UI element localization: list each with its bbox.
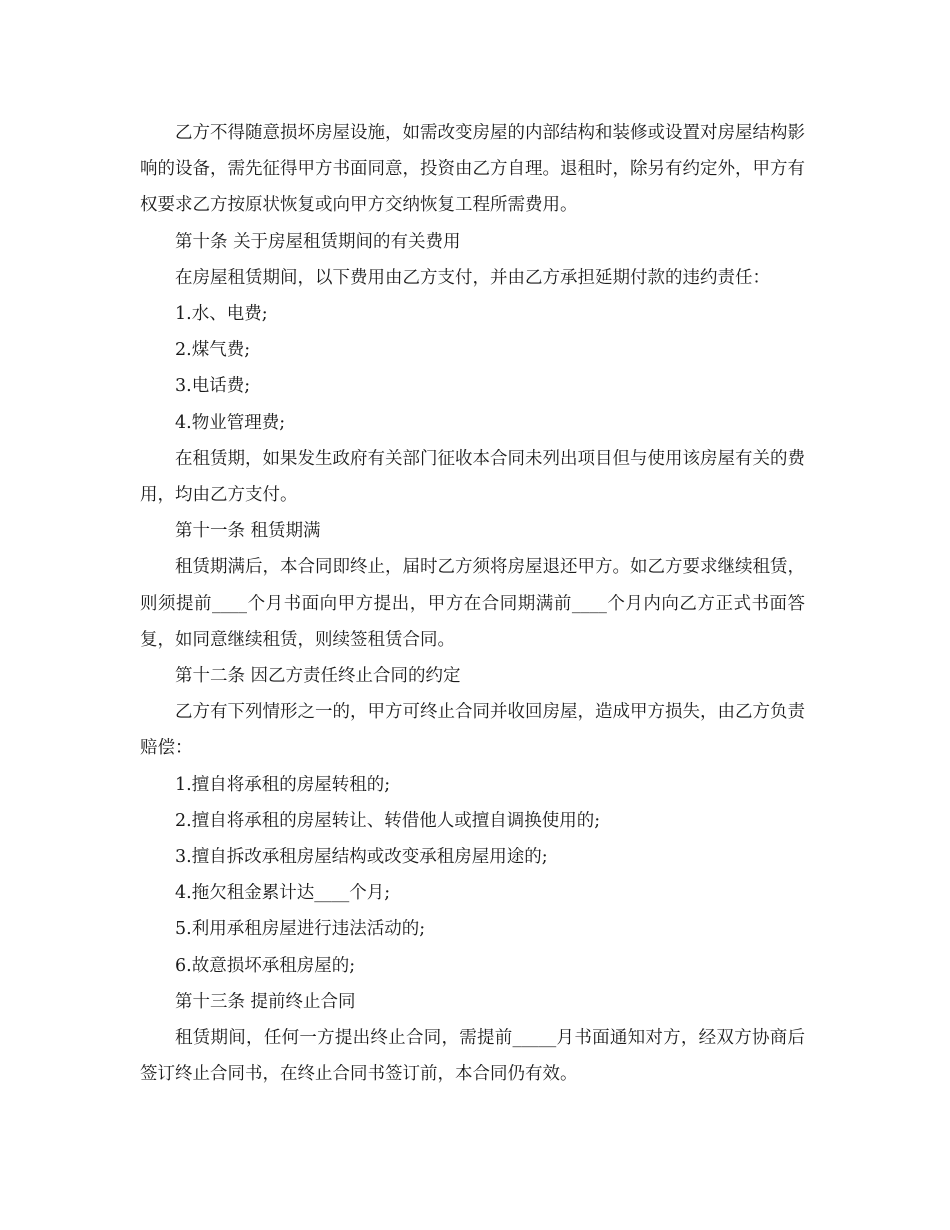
article-11-heading: 第十一条 租赁期满 [175, 521, 321, 542]
paragraph-government-fees: 在租赁期，如果发生政府有关部门征收本合同未列出项目但与使用该房屋有关的费用，均由乙方支付。 [140, 448, 805, 506]
paragraph-fees-intro: 在房屋租赁期间，以下费用由乙方支付，并由乙方承担延期付款的违约责任： [175, 267, 770, 288]
article-12-heading: 第十二条 因乙方责任终止合同的约定 [175, 666, 461, 687]
document-body [140, 115, 805, 1092]
list-item-alteration: 3.擅自拆改承租房屋结构或改变承租房屋用途的; [175, 847, 548, 868]
list-item-sublet: 1.擅自将承租的房屋转租的; [175, 774, 391, 795]
paragraph-lease-expiry: 租赁期满后，本合同即终止，届时乙方须将房屋退还甲方。如乙方要求继续租赁，则须提前____个月书面向甲方提出，甲方在合同期满前____个月内向乙方正式书面答复，如同意继续租赁，则续签租赁合同。 [140, 557, 805, 650]
list-item-transfer: 2.擅自将承租的房屋转让、转借他人或擅自调换使用的; [175, 810, 601, 831]
list-item-illegal-activity: 5.利用承租房屋进行违法活动的; [175, 919, 426, 940]
list-item-property-management: 4.物业管理费; [175, 412, 286, 433]
article-13-heading: 第十三条 提前终止合同 [175, 991, 356, 1012]
list-item-damage: 6.故意损坏承租房屋的; [175, 955, 356, 976]
article-10-heading: 第十条 关于房屋租赁期间的有关费用 [175, 231, 461, 252]
list-item-telephone: 3.电话费; [175, 376, 251, 397]
paragraph-termination-intro: 乙方有下列情形之一的，甲方可终止合同并收回房屋，造成甲方损失，由乙方负责赔偿： [140, 702, 805, 759]
list-item-rent-arrears: 4.拖欠租金累计达____个月; [175, 883, 391, 904]
list-item-gas: 2.煤气费; [175, 340, 251, 361]
paragraph-early-termination: 租赁期间，任何一方提出终止合同，需提前_____月书面通知对方，经双方协商后签订终止合同书，在终止合同书签订前，本合同仍有效。 [140, 1028, 805, 1085]
list-item-water-electricity: 1.水、电费; [175, 304, 268, 325]
paragraph-article9-clause: 乙方不得随意损坏房屋设施，如需改变房屋的内部结构和装修或设置对房屋结构影响的设备，需先征得甲方书面同意，投资由乙方自理。退租时，除另有约定外，甲方有权要求乙方按原状恢复或向甲方交纳恢复工程所需费用。 [140, 123, 805, 216]
